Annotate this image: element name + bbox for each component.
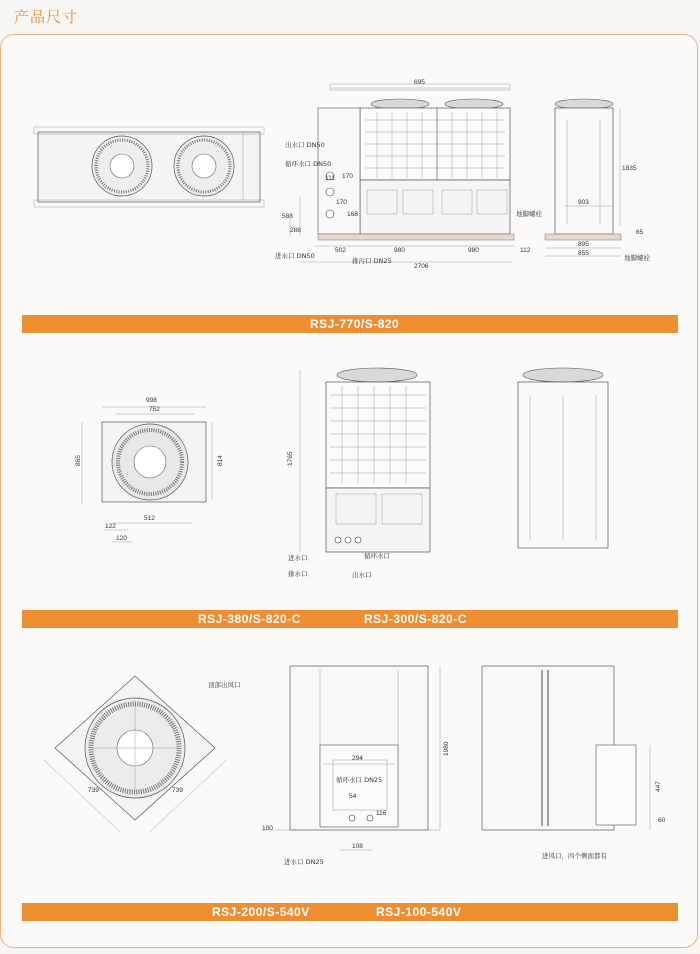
dim-895: 895 bbox=[578, 241, 589, 248]
dim-855: 855 bbox=[578, 250, 589, 257]
dim-512: 512 bbox=[144, 515, 155, 522]
dim-739-b: 739 bbox=[172, 787, 183, 794]
model-band-2 bbox=[22, 610, 678, 628]
dim-288: 288 bbox=[290, 227, 301, 234]
dim-865: 865 bbox=[75, 455, 82, 466]
label-outlet: 出水口 bbox=[352, 571, 372, 579]
dim-170-a: 170 bbox=[342, 173, 353, 180]
dim-total-top: 695 bbox=[414, 79, 425, 86]
label-circ-dn50: 循环水口 DN50 bbox=[285, 160, 332, 168]
model-label-rsj-200: RSJ-200/S-540V bbox=[212, 905, 310, 919]
dim-170-b: 170 bbox=[336, 199, 347, 206]
section3-front-view bbox=[262, 666, 440, 850]
dim-1980: 1980 bbox=[443, 741, 450, 756]
model-label-rsj-380: RSJ-380/S-820-C bbox=[198, 612, 301, 626]
dim-814: 814 bbox=[217, 455, 224, 466]
dim-739-a: 739 bbox=[88, 787, 99, 794]
model-band-3 bbox=[22, 903, 678, 921]
dim-998: 998 bbox=[146, 397, 157, 404]
section3-top-view bbox=[44, 676, 226, 832]
section1-top-view bbox=[34, 127, 264, 207]
model-label-rsj-770: RSJ-770/S-820 bbox=[310, 317, 400, 331]
dim-111: 111 bbox=[325, 175, 335, 182]
label-drain: 排水口 bbox=[288, 570, 308, 578]
model-label-rsj-100: RSJ-100-540V bbox=[376, 905, 462, 919]
dim-294: 294 bbox=[352, 755, 363, 762]
model-band-1 bbox=[22, 315, 678, 333]
label-anchor-bolt-a: 地脚螺栓 bbox=[516, 210, 542, 218]
dim-100: 100 bbox=[262, 825, 273, 832]
label-circ-dn25: 循环水口 DN25 bbox=[336, 776, 383, 784]
label-inlet-dn25: 进水口 DN25 bbox=[284, 858, 324, 866]
section3-side-view bbox=[482, 666, 650, 830]
dim-2706: 2706 bbox=[414, 263, 429, 270]
dim-980-b: 980 bbox=[468, 247, 479, 254]
section2-side-view bbox=[518, 368, 608, 548]
dim-752: 752 bbox=[149, 406, 160, 413]
dim-980-a: 980 bbox=[394, 247, 405, 254]
section1-side-view bbox=[545, 99, 621, 256]
dim-1765: 1765 bbox=[287, 451, 294, 466]
dim-168: 168 bbox=[347, 211, 358, 218]
dim-903: 903 bbox=[578, 199, 589, 206]
label-circ: 循环水口 bbox=[364, 552, 390, 560]
label-air-inlet: 进风口，四个侧面都有 bbox=[542, 852, 607, 860]
page-title: 产品尺寸 bbox=[14, 8, 79, 26]
dim-120: 120 bbox=[116, 535, 127, 542]
dim-588: 588 bbox=[282, 213, 293, 220]
dim-502: 502 bbox=[335, 247, 346, 254]
dim-447: 447 bbox=[655, 781, 662, 792]
dim-122: 122 bbox=[105, 523, 116, 530]
dim-108: 108 bbox=[352, 843, 363, 850]
label-inlet-dn50: 进水口 DN50 bbox=[275, 252, 315, 260]
label-anchor-bolt-b: 地脚螺栓 bbox=[624, 254, 650, 262]
dim-116: 116 bbox=[376, 810, 387, 817]
label-drain-dn25: 排污口 DN25 bbox=[352, 257, 392, 265]
section1-front-view bbox=[290, 84, 515, 262]
label-top-outlet: 顶部出风口 bbox=[208, 681, 241, 689]
label-outlet-dn50: 出水口 DN50 bbox=[285, 141, 325, 149]
dim-65: 65 bbox=[636, 229, 644, 236]
dim-60: 60 bbox=[658, 817, 666, 824]
model-label-rsj-300: RSJ-300/S-820-C bbox=[364, 612, 467, 626]
dim-54: 54 bbox=[349, 793, 357, 800]
label-inlet: 进水口 bbox=[288, 554, 308, 562]
dim-1835: 1835 bbox=[622, 165, 637, 172]
dim-112: 112 bbox=[520, 247, 531, 254]
section2-front-view bbox=[300, 368, 430, 552]
